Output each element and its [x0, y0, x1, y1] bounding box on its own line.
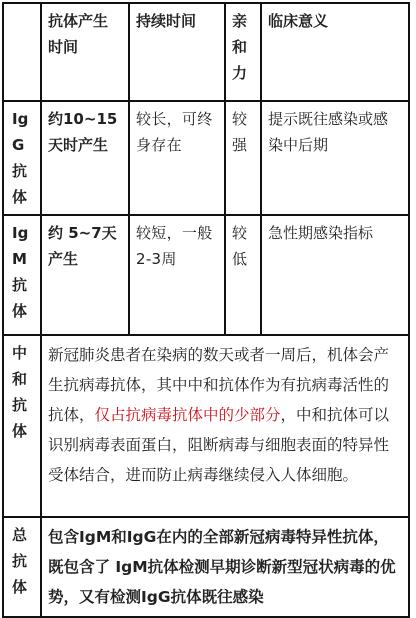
neutralizing-text-before: 新冠肺炎患者在染病的数天或者一周后，机体会产生抗病毒抗体，其中中和抗体作为有抗病毒活性的抗体，	[48, 346, 390, 424]
row-neutralizing-name: 中和抗体	[3, 335, 41, 517]
row-igg-significance: 提示既往感染或感染中后期	[261, 101, 409, 215]
neutralizing-text-highlight: 仅占抗病毒抗体中的少部分	[94, 406, 281, 424]
table-row-total	[3, 517, 409, 617]
table-header-row	[3, 3, 409, 101]
row-igg-affinity: 较强	[225, 101, 261, 215]
row-igm-affinity: 较低	[225, 215, 261, 335]
header-duration: 持续时间	[129, 3, 225, 101]
header-production-time: 抗体产生时间	[41, 3, 129, 101]
table-row-igg	[3, 101, 409, 215]
row-neutralizing-text	[41, 335, 409, 517]
header-clinical-significance: 临床意义	[261, 3, 409, 101]
row-igm-duration: 较短，一般2-3周	[129, 215, 225, 335]
table-row-igm	[3, 215, 409, 335]
row-igm-name: IgM抗体	[3, 215, 41, 335]
row-igm-production: 约 5~7天产生	[41, 215, 129, 335]
row-igm-significance: 急性期感染指标	[261, 215, 409, 335]
row-total-name: 总抗体	[3, 517, 41, 617]
table-row-neutralizing	[3, 335, 409, 517]
row-igg-name: IgG抗体	[3, 101, 41, 215]
neutralizing-text-after: ，中和抗体可以识别病毒表面蛋白，阻断病毒与细胞表面的特异性受体结合，进而防止病毒继续侵入人体细胞。	[48, 406, 390, 484]
row-total-text: 包含IgM和IgG在内的全部新冠病毒特异性抗体，既包含了 IgM抗体检测早期诊断新型冠状病毒的优势，又有检测IgG抗体既往感染	[41, 517, 409, 617]
row-igg-production: 约10~15天时产生	[41, 101, 129, 215]
antibody-table	[2, 2, 410, 618]
header-blank-cell	[3, 3, 41, 101]
header-affinity: 亲和力	[225, 3, 261, 101]
row-igg-duration: 较长，可终身存在	[129, 101, 225, 215]
